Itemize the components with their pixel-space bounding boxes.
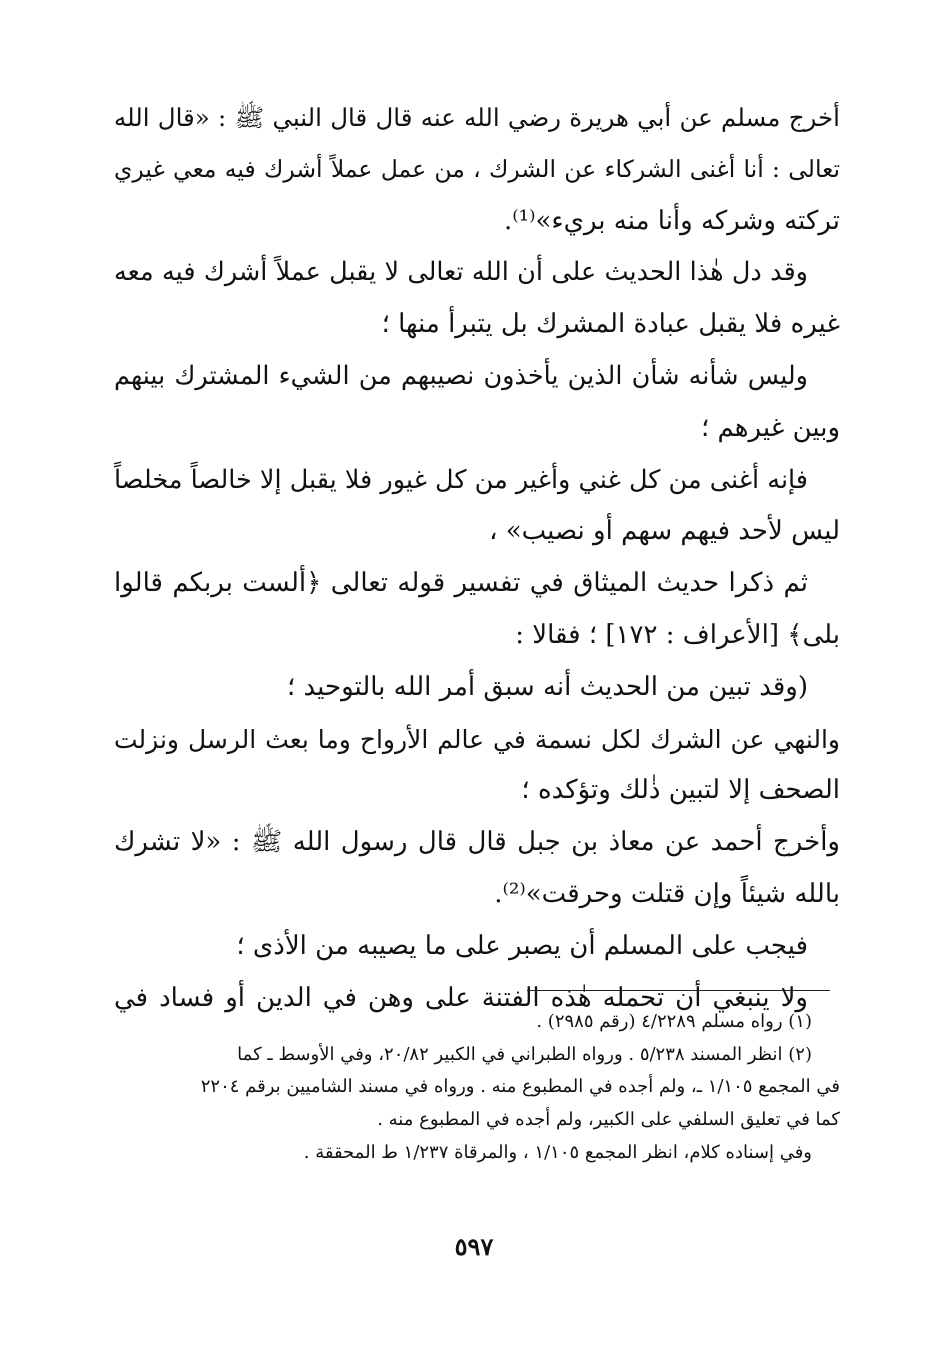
text-line: وقد دل هٰذا الحديث على أن الله تعالى لا يقبل عملاً أشرك فيه معه [114,257,808,288]
main-text [114,92,840,1024]
text-line: فيجب على المسلم أن يصبر على ما يصيبه من الأذى ؛ [236,930,808,961]
footnote-line: (١) رواه مسلم ٤/٢٢٨٩ (رقم ٢٩٨٥) . [536,1011,812,1032]
text-line: غيره فلا يقبل عبادة المشرك بل يتبرأ منها ؛ [381,309,840,340]
text-line: تركته وشركه وأنا منه بريء»⁽¹⁾. [503,205,840,236]
footnote-line: (٢) انظر المسند ٥/٢٣٨ . ورواه الطبراني في الكبير ٢٠/٨٢، وفي الأوسط ـ كما [237,1043,812,1065]
text-line: والنهي عن الشرك لكل نسمة في عالم الأرواح وما بعث الرسل ونزلت [114,724,840,754]
footnote-separator [527,990,830,991]
text-line: ثم ذكرا حديث الميثاق في تفسير قوله تعالى ﴿ألست بربكم قالوا [114,568,808,599]
text-line: بلى﴾ [الأعراف : ١٧٢] ؛ فقالا : [515,619,840,650]
text-line: وأخرج أحمد عن معاذ بن جبل قال قال رسول الله ﷺ : «لا تشرك [114,827,840,858]
text-line: فإنه أغنى من كل غني وأغير من كل غيور فلا يقبل إلا خالصاً مخلصاً [114,464,808,495]
text-line: (وقد تبين من الحديث أنه سبق أمر الله بالتوحيد ؛ [286,671,808,702]
footnote-line: وفي إسناده كلام، انظر المجمع ١/١٠٥ ، والمرقاة ١/٢٣٧ ط المحققة . [303,1141,812,1163]
text-line: وليس شأنه شأن الذين يأخذون نصيبهم من الشيء المشترك بينهم [114,360,808,391]
text-line: تعالى : أنا أغنى الشركاء عن الشرك ، من عمل عملاً أشرك فيه معي غيري [114,154,840,183]
text-line: بالله شيئاً وإن قتلت وحرقت»⁽²⁾. [494,878,840,909]
footnote-line: في المجمع ١/١٠٥ ـ، ولم أجده في المطبوع منه . ورواه في مسند الشاميين برقم ٢٢٠٤ [200,1076,840,1098]
page-number: ٥٩٧ [454,1232,494,1261]
text-line: ليس لأحد فيهم سهم أو نصيب» ، [489,516,840,547]
text-line: أخرج مسلم عن أبي هريرة رضي الله عنه قال قال النبي ﷺ : «قال الله [114,103,840,132]
footnotes [114,1006,840,1169]
footnote-line: كما في تعليق السلفي على الكبير، ولم أجده في المطبوع منه . [377,1109,840,1131]
text-line: وبين غيرهم ؛ [700,412,840,443]
text-line: الصحف إلا لتبين ذٰلك وتؤكده ؛ [521,775,840,806]
text-line: ولا ينبغي أن تحمله هٰذه الفتنة على وهن في الدين أو فساد في [114,982,808,1013]
